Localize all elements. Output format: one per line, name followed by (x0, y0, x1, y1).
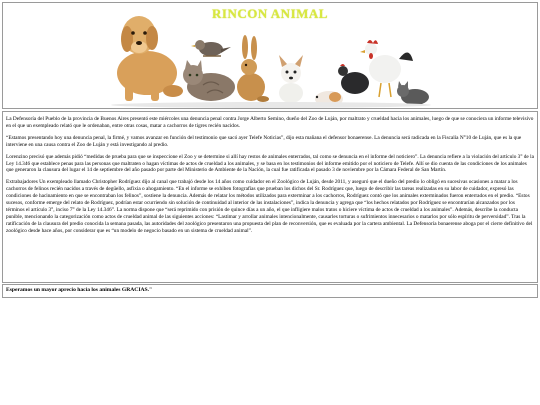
kitten-icon (397, 81, 429, 105)
article-paragraph: Extrabajadores Un exempleado llamado Christopher Rodríguez dijo al canal que trabajó desde los 14 años como cuidador en el Zoológico de Luján, desde 2011, y aseguró que el dueño del predio lo obligó en sucesivas ocasiones a matar a los cachorros de felinos recién nacidos a través de degüello, asfixia o ahogamiento. “En el informe se exhiben fotografías que prueban los dichos del Sr. Rodríguez que, luego de describir las tareas realizadas en su labor de cuidador, expresó las condiciones de hacinamiento en que se encontraban los felinos”, sostiene la denuncia. Además de relatar los métodos utilizados para exterminar a los cachorros, Rodríguez contó que los animales exterminados fueron enterrados en el predio. “Estos sucesos, conforme emerge del relato de Rodríguez, podrían estar ocurriendo sin solución de continuidad al interior de las instalaciones”, indica la denuncia y agrega que “los hechos relatados por Rodríguez se encontrarían alcanzados por los términos el artículo 3°, inciso 7° de la Ley 14.346”. La norma dispone que “será reprimido con prisión de quince días a un año, el que infligiere malos tratos o hiciere víctima de actos de crueldad a los animales”. Además, describe la conducta punible, mencionando la categorización como actos de crueldad animal de las siguientes acciones: “Lastimar y arrollar animales intencionalmente, causarles torturas o sufrimientos innecesarios o matarlos por sólo espíritu de perversidad”. Tras la ratificación de la clausura del predio conocida la semana pasada, las autoridades del zoológico presentaron una propuesta del plan de reconversión, que es evaluada por la cartera ambiental. La Defensoría bonaerense aboga por el cierre definitivo del zoológico desde hace años, por considerar que es “un modelo de negocio basado en un sistema de crueldad animal”. (6, 179, 533, 234)
dog-icon (117, 16, 183, 101)
rabbit-icon (237, 35, 269, 102)
article-paragraph: Lorenzino precisó que además pidió “medidas de prueba para que se inspeccione el Zoo y se determine si allí hay restos de animales enterrados, tal como se denuncia en el informe del noticiero”. La denuncia refiere a la violación del artículo 3° de la Ley 14.346 que establece penas para las personas que maltraten o hagan víctimas de actos de crueldad a los animales, y se basa en los testimonios del informe emitido por el noticiero de Telefe. Allí se dio cuenta de las condiciones de los animales que generaron la clausura del lugar el 14 de septiembre del año pasado por parte del Ministerio de Ambiente de la Nación, la cual fue ratificada el pasado 3 de noviembre por la Cámara Federal de San Martín. (6, 153, 534, 174)
article-paragraph: La Defensoría del Pueblo de la provincia de Buenos Aires presentó este miércoles una denuncia penal contra Jorge Alberto Semino, dueño del Zoo de Luján, por maltrato y crueldad hacia los animales, luego de que se conociera un informe televisivo en el que un exempleado relató que le ordenaban, entre otras cosas, matar a cachorros de tigres recién nacidos. (6, 116, 534, 129)
article-paragraph: “Estamos presentando hoy una denuncia penal, la firmé, y vamos avanzar en función del testimonio que sacó ayer Telefe Noticias”, dijo esta mañana el defensor bonaerense. La denuncia será radicada en la Fiscalía N°10 de Luján, que es la que interviene en una causa contra el Zoo de Luján y está investigando al predio. (6, 134, 522, 148)
closing-message-box (2, 284, 538, 298)
header-banner (2, 2, 538, 109)
small-dog-icon (279, 55, 303, 103)
animals-banner-image (99, 7, 443, 109)
cat-icon (183, 60, 235, 101)
closing-message: Esperamos un mayor aprecio hacia los animales GRACIAS." (6, 287, 153, 293)
site-title: RINCON ANIMAL (212, 6, 328, 21)
article-body (2, 111, 538, 283)
bird-icon (191, 40, 231, 56)
hen-icon (338, 64, 369, 94)
